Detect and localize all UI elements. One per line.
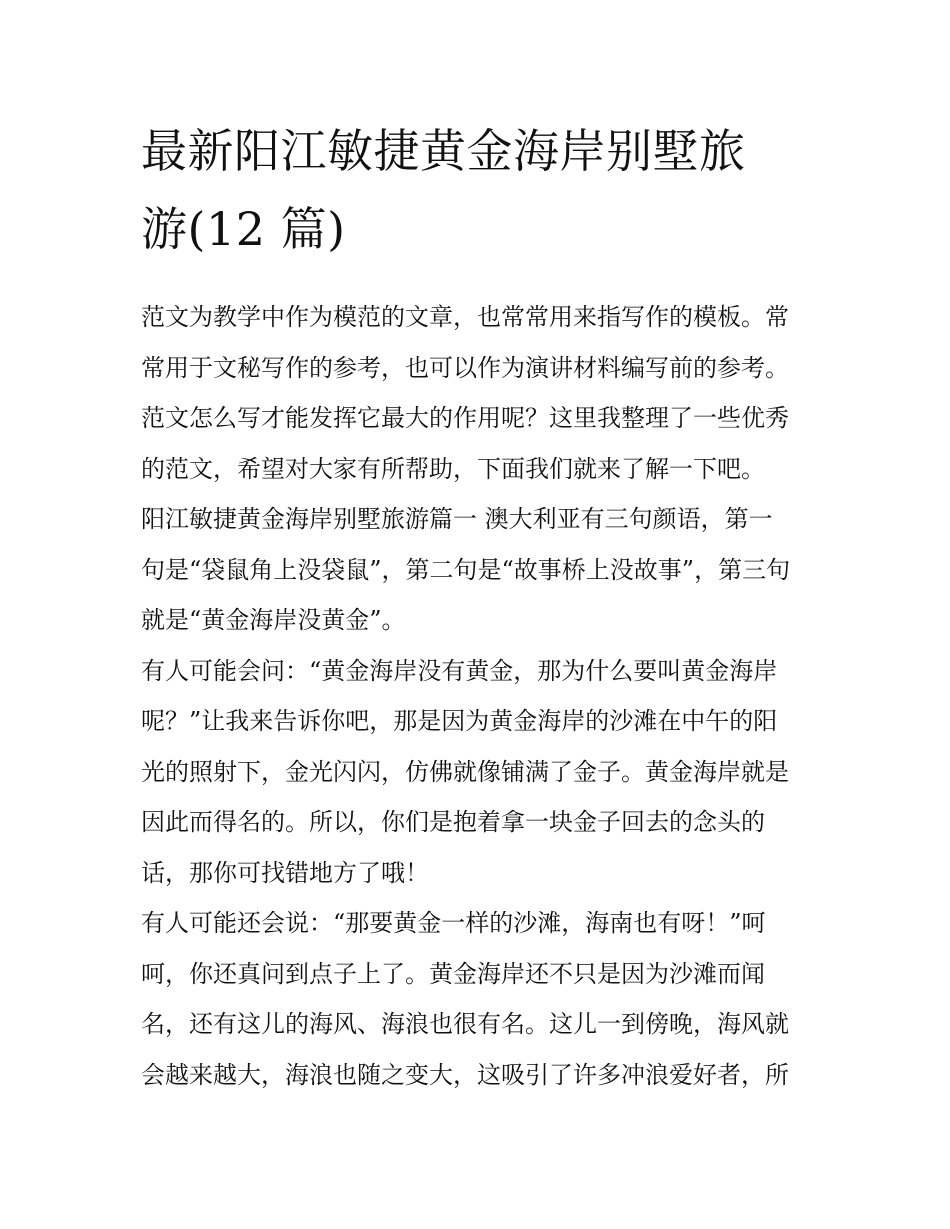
- text-line: 因此而得名的。所以，你们是抱着拿一块金子回去的念头的: [141, 808, 765, 836]
- paragraph-article-1: [141, 494, 813, 646]
- document-content: [141, 112, 813, 1100]
- text-line: 会越来越大，海浪也随之变大，这吸引了许多冲浪爱好者，所: [141, 1060, 789, 1089]
- paragraph-golden-coast-name: [141, 646, 813, 899]
- text-line: 有人可能会问：“黄金海岸没有黄金，那为什么要叫黄金海岸: [141, 656, 778, 685]
- title-line-1: 最新阳江敏捷黄金海岸别墅旅: [141, 124, 746, 178]
- text-line: 有人可能还会说：“那要黄金一样的沙滩，海南也有呀！”呵: [141, 909, 766, 937]
- text-line: 的范文，希望对大家有所帮助，下面我们就来了解一下吧。: [141, 454, 765, 483]
- document-title: [141, 112, 813, 268]
- text-line: 常用于文秘写作的参考，也可以作为演讲材料编写前的参考。: [141, 353, 789, 382]
- text-line: 就是“黄金海岸没黄金”。: [141, 606, 406, 634]
- document-body: [141, 292, 813, 1100]
- text-line: 句是“袋鼠角上没袋鼠”，第二句是“故事桥上没故事”，第三句: [141, 555, 791, 584]
- paragraph-intro: [141, 292, 813, 494]
- text-line: 呵，你还真问到点子上了。黄金海岸还不只是因为沙滩而闻: [141, 959, 765, 988]
- text-line: 呢？”让我来告诉你吧，那是因为黄金海岸的沙滩在中午的阳: [141, 707, 778, 735]
- text-line: 名，还有这儿的海风、海浪也很有名。这儿一到傍晚，海风就: [141, 1010, 789, 1038]
- text-line: 话，那你可找错地方了哦！: [141, 858, 429, 887]
- title-line-2: 游(12 篇): [141, 202, 346, 256]
- paragraph-surfing: [141, 898, 813, 1100]
- text-line: 范文怎么写才能发挥它最大的作用呢？这里我整理了一些优秀: [141, 404, 789, 432]
- text-line: 光的照射下，金光闪闪，仿佛就像铺满了金子。黄金海岸就是: [141, 757, 789, 786]
- text-line: 阳江敏捷黄金海岸别墅旅游篇一 澳大利亚有三句颜语，第一: [141, 505, 773, 533]
- text-line: 范文为教学中作为模范的文章，也常常用来指写作的模板。常: [141, 303, 789, 331]
